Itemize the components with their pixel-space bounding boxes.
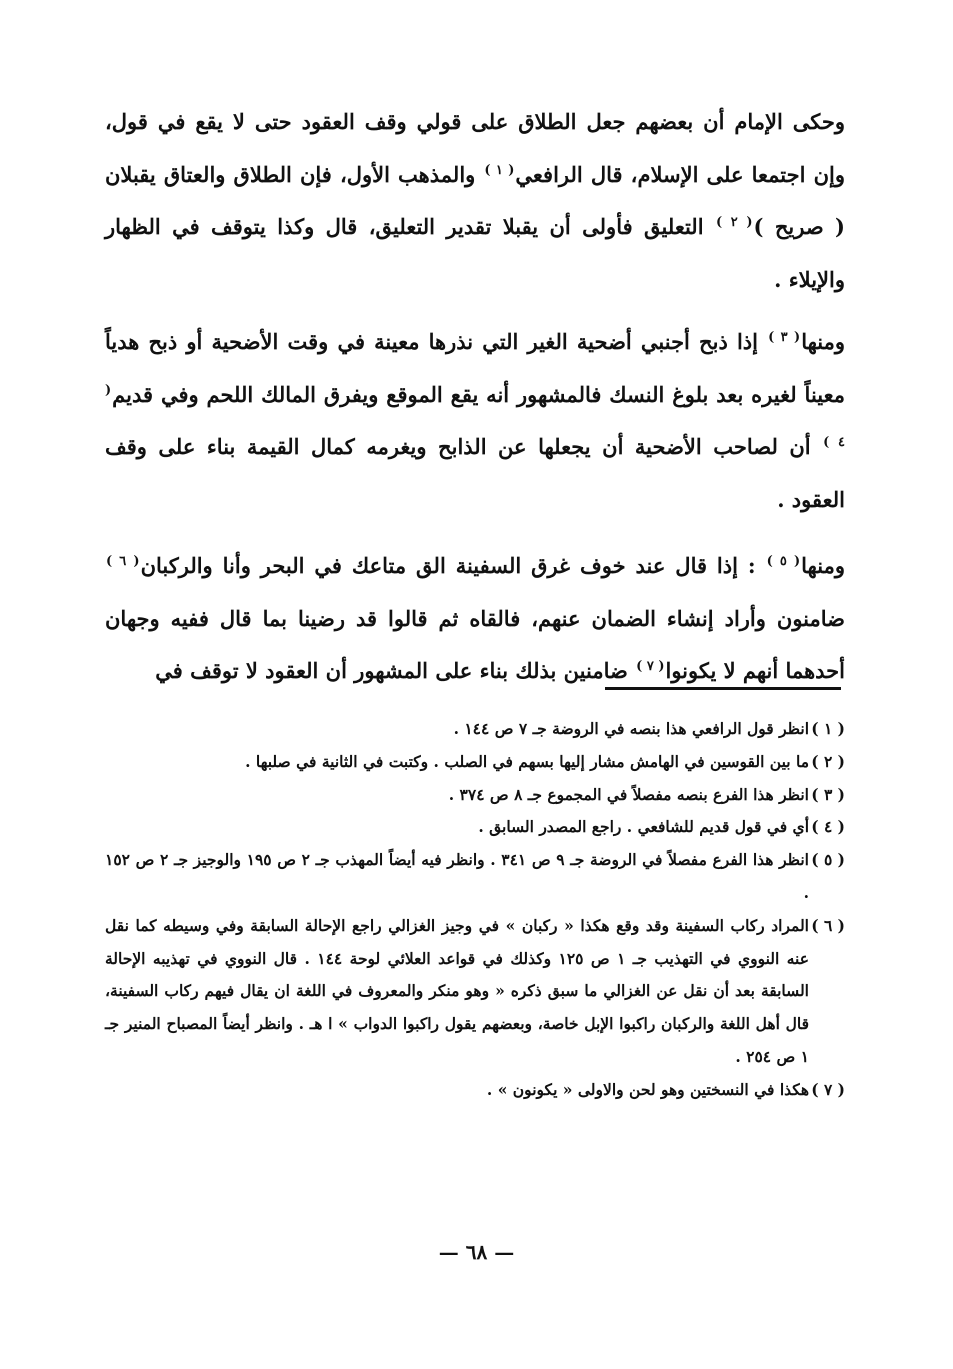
footnote-ref-5[interactable]: ( ٥ ): [766, 554, 801, 569]
footnote-text: أي في قول قديم للشافعي . راجع المصدر السابق .: [478, 817, 809, 837]
paragraph-3-segment-2: : إذا قال عند خوف غرق السفينة الق متاعك في البحر وأنا والركبان: [140, 553, 766, 578]
footnote-number: ( ٧ ): [811, 1079, 845, 1099]
paragraph-1-segment-1: وحكى الإمام أن بعضهم جعل الطلاق على قولي وقف العقود حتى لا يقع في قول، وإن اجتمعا على الإسلام، قال الرافعي: [105, 109, 845, 187]
footnote-5: [105, 844, 845, 910]
footnotes: [105, 713, 845, 1107]
paragraph-2: [105, 316, 845, 526]
footnote-ref-2[interactable]: ( ٢ ): [715, 215, 753, 230]
footnote-ref-1[interactable]: ( ١ ): [484, 162, 515, 178]
main-text: [105, 96, 845, 712]
footnote-ref-3[interactable]: ( ٣ ): [768, 330, 801, 345]
footnote-divider: [605, 687, 841, 690]
footnote-4: [105, 811, 845, 844]
footnote-text: المراد ركاب السفينة وقد وقع هكذا « ركبان » في وجيز الغزالي راجع الإحالة السابقة وفي وسيطه كما نقل عنه النووي في التهذيب جـ ١ ص ١٢٥ وكذلك في قواعد العلائي لوحة ١٤٤ . قال النووي في تهذيبه الإحالة السابقة بعد أن نقل عن الغزالي ما سبق ذكره « وهو منكر والمعروف في اللغة ان يقال فيهم ركاب السفينة، قال أهل اللغة والركبان راكبوا الإبل خاصة، وبعضهم يقول راكبوا الدواب » ا هـ . وانظر أيضاً المصباح المنير جـ ١ ص ٢٥٤ .: [105, 915, 809, 1066]
footnote-number: ( ٥ ): [811, 850, 845, 870]
paragraph-1: [105, 96, 845, 306]
paragraph-3: [105, 540, 845, 698]
paragraph-2-segment-3: أن لصاحب الأضحية أن يجعلها عن الذابح ويغرمه كمال القيمة بناء على وقف العقود .: [105, 434, 845, 512]
footnote-number: ( ٤ ): [811, 817, 845, 837]
page-number: — ٦٨ —: [438, 1240, 515, 1264]
footnote-ref-4[interactable]: ( ٤ ): [105, 382, 845, 450]
footnote-text: انظر هذا الفرع بنصه مفصلاً في المجموع جـ ٨ ص ٣٧٤ .: [448, 784, 809, 804]
footnote-text: انظر قول الرافعي هذا بنصه في الروضة جـ ٧ ص ١٤٤ .: [453, 719, 809, 738]
footnote-3: [105, 779, 845, 812]
footnote-7: [105, 1074, 845, 1107]
paragraph-3-segment-1: ومنها: [801, 553, 845, 578]
paragraph-1-segment-2: والمذهب الأول، فإن الطلاق والعتاق يقبلان ( صريح ): [105, 161, 845, 239]
paragraph-3-segment-4: ضامنين بذلك بناء على المشهور أن العقود لا توقف في: [155, 658, 636, 683]
footnote-number: ( ١ ): [811, 719, 845, 738]
footnote-6: [105, 910, 845, 1074]
footnote-2: [105, 746, 845, 779]
footnote-number: ( ٦ ): [811, 915, 845, 935]
footnote-1: [105, 713, 845, 746]
footnote-ref-6[interactable]: ( ٦ ): [106, 554, 140, 569]
footnote-number: ( ٢ ): [811, 751, 845, 771]
footnote-ref-7[interactable]: ( ٧ ): [636, 659, 665, 674]
paragraph-2-segment-1: ومنها: [801, 329, 845, 354]
paragraph-3-segment-3: ضامنون وأراد إنشاء الضمان عنهم، فالقاه ثم قالوا قد رضينا بما قال ففيه وجهان أحدهما أنهم لا يكونوا: [105, 605, 845, 683]
footnote-number: ( ٣ ): [811, 784, 845, 804]
paragraph-1-segment-3: التعليق فأولى أن يقبلا تقدير التعليق، قال وكذا يتوقف في الظهار والإيلاء .: [105, 214, 845, 292]
paragraph-2-segment-2: إذا ذبح أجنبي أضحية الغير التي نذرها معينة في وقت الأضحية أو ذبح هدياً معيناً لغيره بعد بلوغ النسك فالمشهور أنه يقع الموقع ويفرق المالك اللحم وفي قديم: [105, 329, 845, 407]
footnote-text: ما بين القوسين في الهامش مشار إليها بسهم في الصلب . وكتبت في الثانية في صلبها .: [245, 751, 809, 771]
footnote-text: انظر هذا الفرع مفصلاً في الروضة جـ ٩ ص ٣٤١ . وانظر فيه أيضاً المهذب جـ ٢ ص ١٩٥ والوجيز جـ ٢ ص ١٥٢ .: [105, 850, 809, 902]
footnote-text: هكذا في النسختين وهو لحن والاولى « يكونون » .: [486, 1079, 809, 1099]
